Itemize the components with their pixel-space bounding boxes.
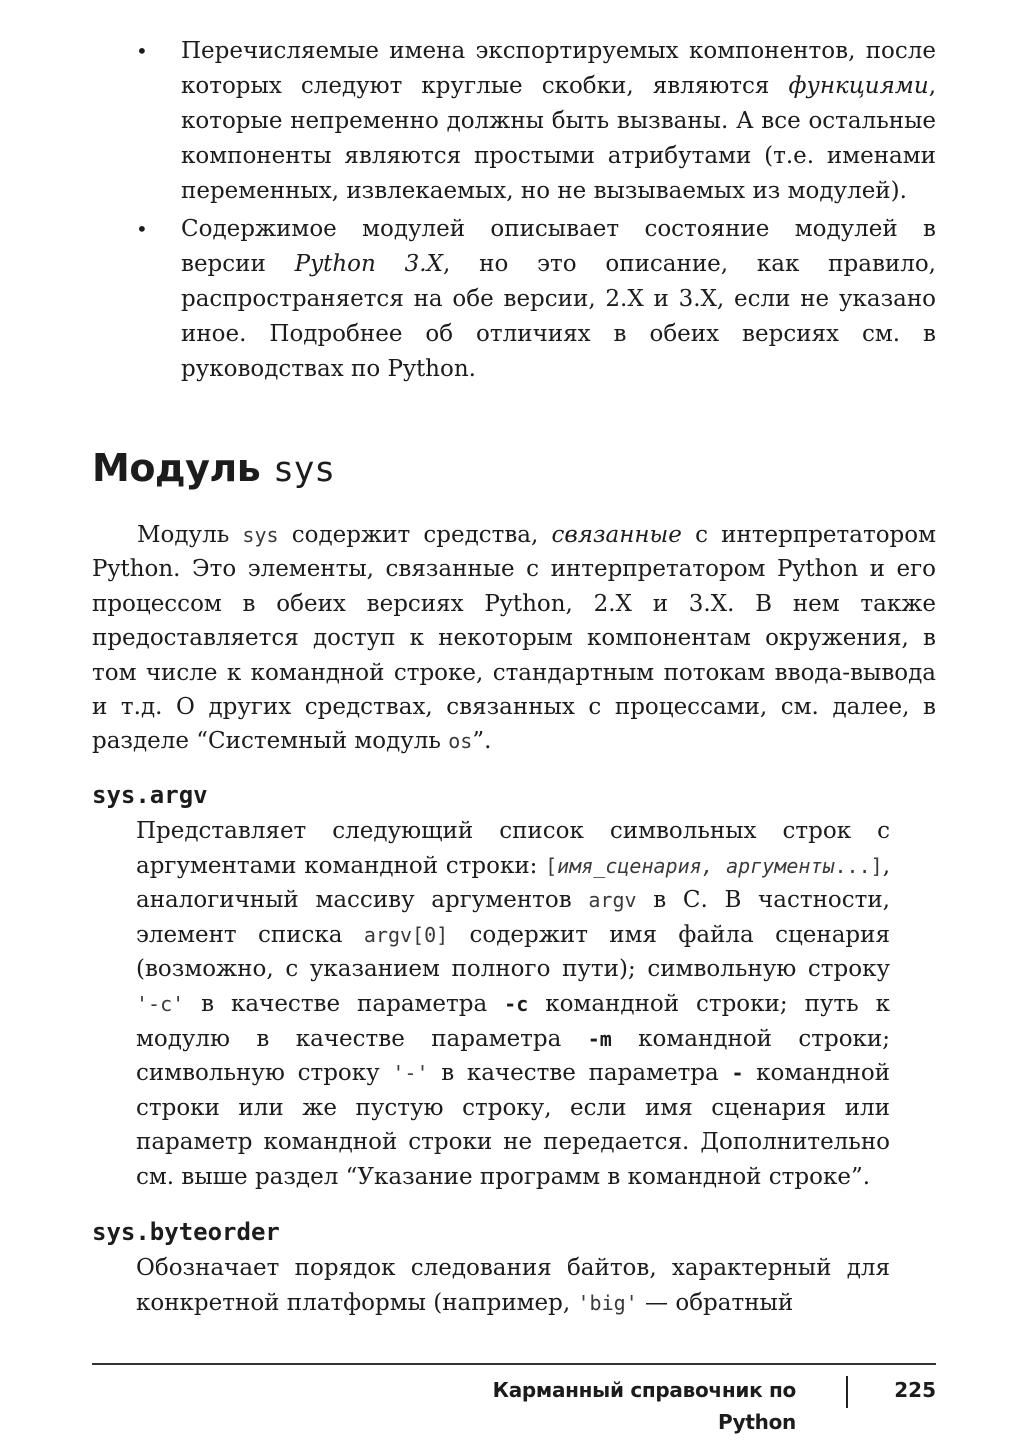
entry-text: в С. В частности, элемент списка [136,887,890,948]
footer-rule [92,1363,936,1365]
entry-text: , аналогичный массиву аргументов [136,852,890,914]
bullet-text: Содержимое модулей описывает состояние модулей в версии [181,216,936,277]
option-keyword: - [731,1061,744,1086]
bullet-dot: • [136,217,148,241]
bullet-emphasis: функциями [788,73,929,99]
bullet-list [136,34,936,390]
intro-text: содержит средства, [278,522,552,548]
entry-text: командной строки; символьную строку [136,1025,891,1087]
entry-title-argv: sys.argv [92,781,208,809]
entry-text: командной строки или же пустую строку, если имя сценария или параметр командной строки не передается. Дополнительно см. выше раздел “Указание программ в командной строке”. [136,1060,890,1190]
bullet-item [136,212,936,387]
intro-paragraph [92,518,936,759]
entry-text: командной строки; путь к модулю в качестве параметра [136,990,890,1052]
entry-text: в качестве параметра [184,990,505,1017]
entry-body-argv [136,814,890,1195]
inline-code: 'big' [577,1290,638,1315]
intro-text: ”. [472,728,492,755]
inline-code: argv [588,888,637,913]
entry-text: содержит имя файла сценария (возможно, с указанием полного пути); символьную строку [136,921,890,983]
entry-text: Обозначает порядок следования байтов, характерный для конкретной платформы (например, [136,1255,890,1316]
inline-code: '-c' [136,991,185,1016]
inline-code: sys [242,523,279,547]
intro-text: Модуль [137,522,243,548]
entry-title-byteorder: sys.byteorder [92,1218,280,1246]
bullet-text: Перечисляемые имена экспортируемых компонентов, после которых следуют круглые скобки, являются [181,38,936,99]
option-keyword: -m [587,1026,612,1051]
section-heading [92,440,335,498]
footer-separator [846,1376,848,1408]
inline-code-italic: имя_сценария, аргументы [557,853,835,878]
intro-emphasis: связанные [551,522,682,548]
section-heading-code: sys [272,450,335,490]
entry-body-byteorder [136,1251,890,1320]
bullet-emphasis: Python 3.X [294,251,443,277]
inline-code: argv[0] [363,922,449,947]
inline-code: ...] [834,853,883,878]
intro-text: с интерпретатором Python. Это элементы, связанные с интерпретатором Python и его процессом в обеих версиях Python, 2.X и 3.X. В нем также предоставляется доступ к некоторым компонентам окружения, в том числе к командной строке, стандартным потокам ввода-вывода и т.д. О других средствах, связанных с процессами, см. далее, в разделе “Системный модуль [92,522,937,755]
page-number: 225 [894,1378,936,1402]
option-keyword: -c [504,991,529,1016]
section-heading-text: Модуль [92,446,273,490]
bullet-text: , которые непременно должны быть вызваны. А все остальные компоненты являются простыми атрибутами (т.е. именами переменных, извлекаемых, но не вызываемых из модулей). [181,73,936,204]
bullet-text: , но это описание, как правило, распространяется на обе версии, 2.X и 3.X, если не указано иное. Подробнее об отличиях в обеих версиях см. в руководствах по Python. [181,251,936,382]
footer-book-title: Карманный справочник по Python [492,1378,796,1434]
inline-code: [ [545,853,558,878]
entry-text: в качестве параметра [428,1060,732,1087]
bullet-item [136,34,936,209]
inline-code: os [448,729,473,754]
entry-text: — обратный [637,1289,794,1316]
inline-code: '-' [392,1061,429,1086]
entry-text: Представляет следующий список символьных строк с аргументами командной строки: [136,818,890,879]
bullet-dot: • [136,39,148,63]
